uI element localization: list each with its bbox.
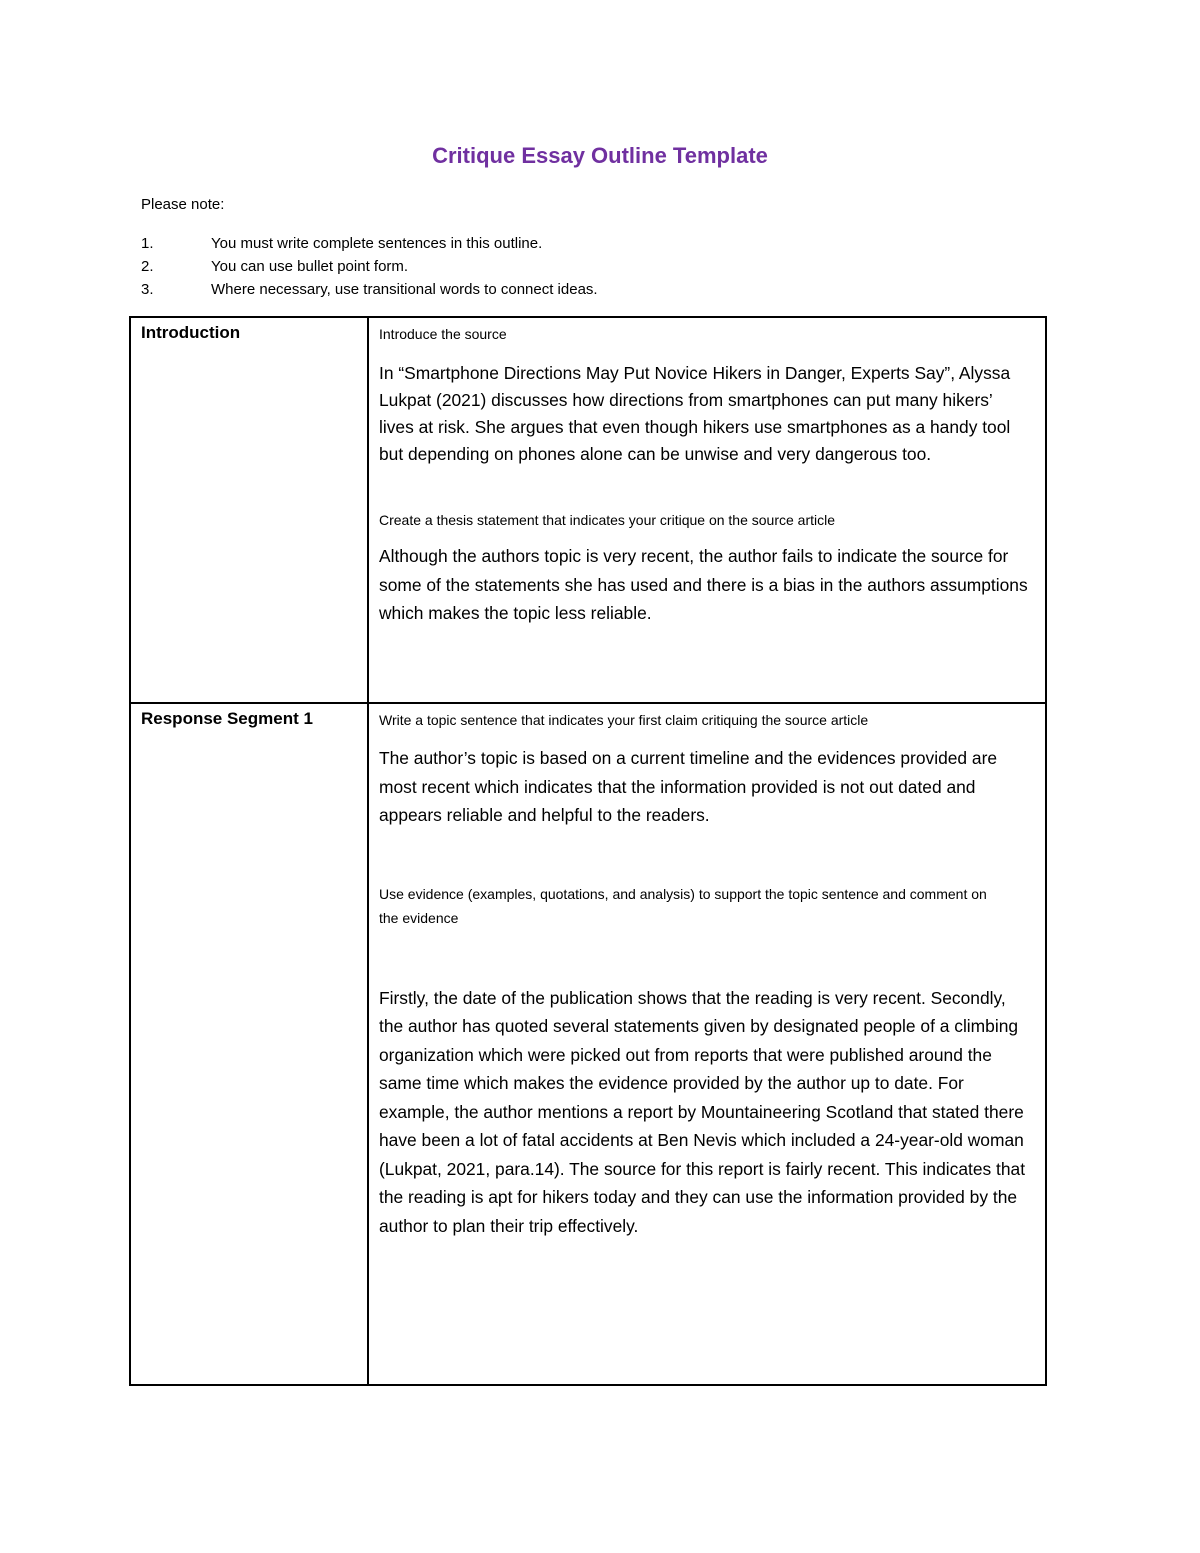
list-text: You can use bullet point form.: [211, 258, 409, 275]
row-label-response-segment-1: Response Segment 1: [141, 709, 313, 728]
list-item: [141, 257, 598, 280]
prompt-evidence: Use evidence (examples, quotations, and analysis) to support the topic sentence and comment on the evidence: [379, 885, 987, 926]
row-label-cell: [130, 317, 368, 703]
row-label-cell: [130, 703, 368, 1385]
list-text: Where necessary, use transitional words to connect ideas.: [211, 281, 598, 298]
answer-topic-sentence: The author’s topic is based on a current timeline and the evidences provided are most recent which indicates that the information provided is not out dated and appears reliable and helpful to the readers.: [379, 748, 998, 825]
table-row-response-segment-1: [130, 703, 1046, 1385]
row-content-cell: [368, 703, 1046, 1385]
list-item: [141, 280, 598, 303]
prompt-introduce-source: Introduce the source: [379, 326, 507, 342]
list-number: 2.: [141, 258, 154, 275]
answer-thesis: Although the authors topic is very recent, the author fails to indicate the source for some of the statements she has used and there is a bias in the authors assumptions which makes the topic less reliable.: [379, 546, 1028, 623]
notes-list: [141, 234, 598, 303]
outline-table: [129, 316, 1047, 1386]
table-row-introduction: [130, 317, 1046, 703]
list-number: 3.: [141, 281, 154, 298]
prompt-thesis: Create a thesis statement that indicates your critique on the source article: [379, 512, 836, 528]
row-content-cell: [368, 317, 1046, 703]
prompt-topic-sentence: Write a topic sentence that indicates your first claim critiquing the source article: [379, 712, 869, 728]
note-label: Please note:: [141, 196, 225, 213]
document-title: Critique Essay Outline Template: [432, 143, 768, 168]
list-text: You must write complete sentences in this outline.: [211, 235, 543, 252]
answer-evidence: Firstly, the date of the publication shows that the reading is very recent. Secondly, the author has quoted several statements given by designated people of a climbing organization which were picked out from reports that were published around the same time which makes the evidence provided by the author up to date. For example, the author mentions a report by Mountaineering Scotland that stated there have been a lot of fatal accidents at Ben Nevis which included a 24-year-old woman (Lukpat, 2021, para.14). The source for this report is fairly recent. This indicates that the reading is apt for hikers today and they can use the information provided by the author to plan their trip effectively.: [379, 987, 1026, 1236]
list-number: 1.: [141, 235, 154, 252]
list-item: [141, 234, 598, 257]
row-label-introduction: Introduction: [141, 323, 241, 342]
answer-introduce-source: In “Smartphone Directions May Put Novice Hikers in Danger, Experts Say”, Alyssa Lukpat (2021) discusses how directions from smartphones can put many hikers’ lives at risk. She argues that even though hikers use smartphones as a handy tool but depending on phones alone can be unwise and very dangerous too.: [379, 363, 1011, 464]
